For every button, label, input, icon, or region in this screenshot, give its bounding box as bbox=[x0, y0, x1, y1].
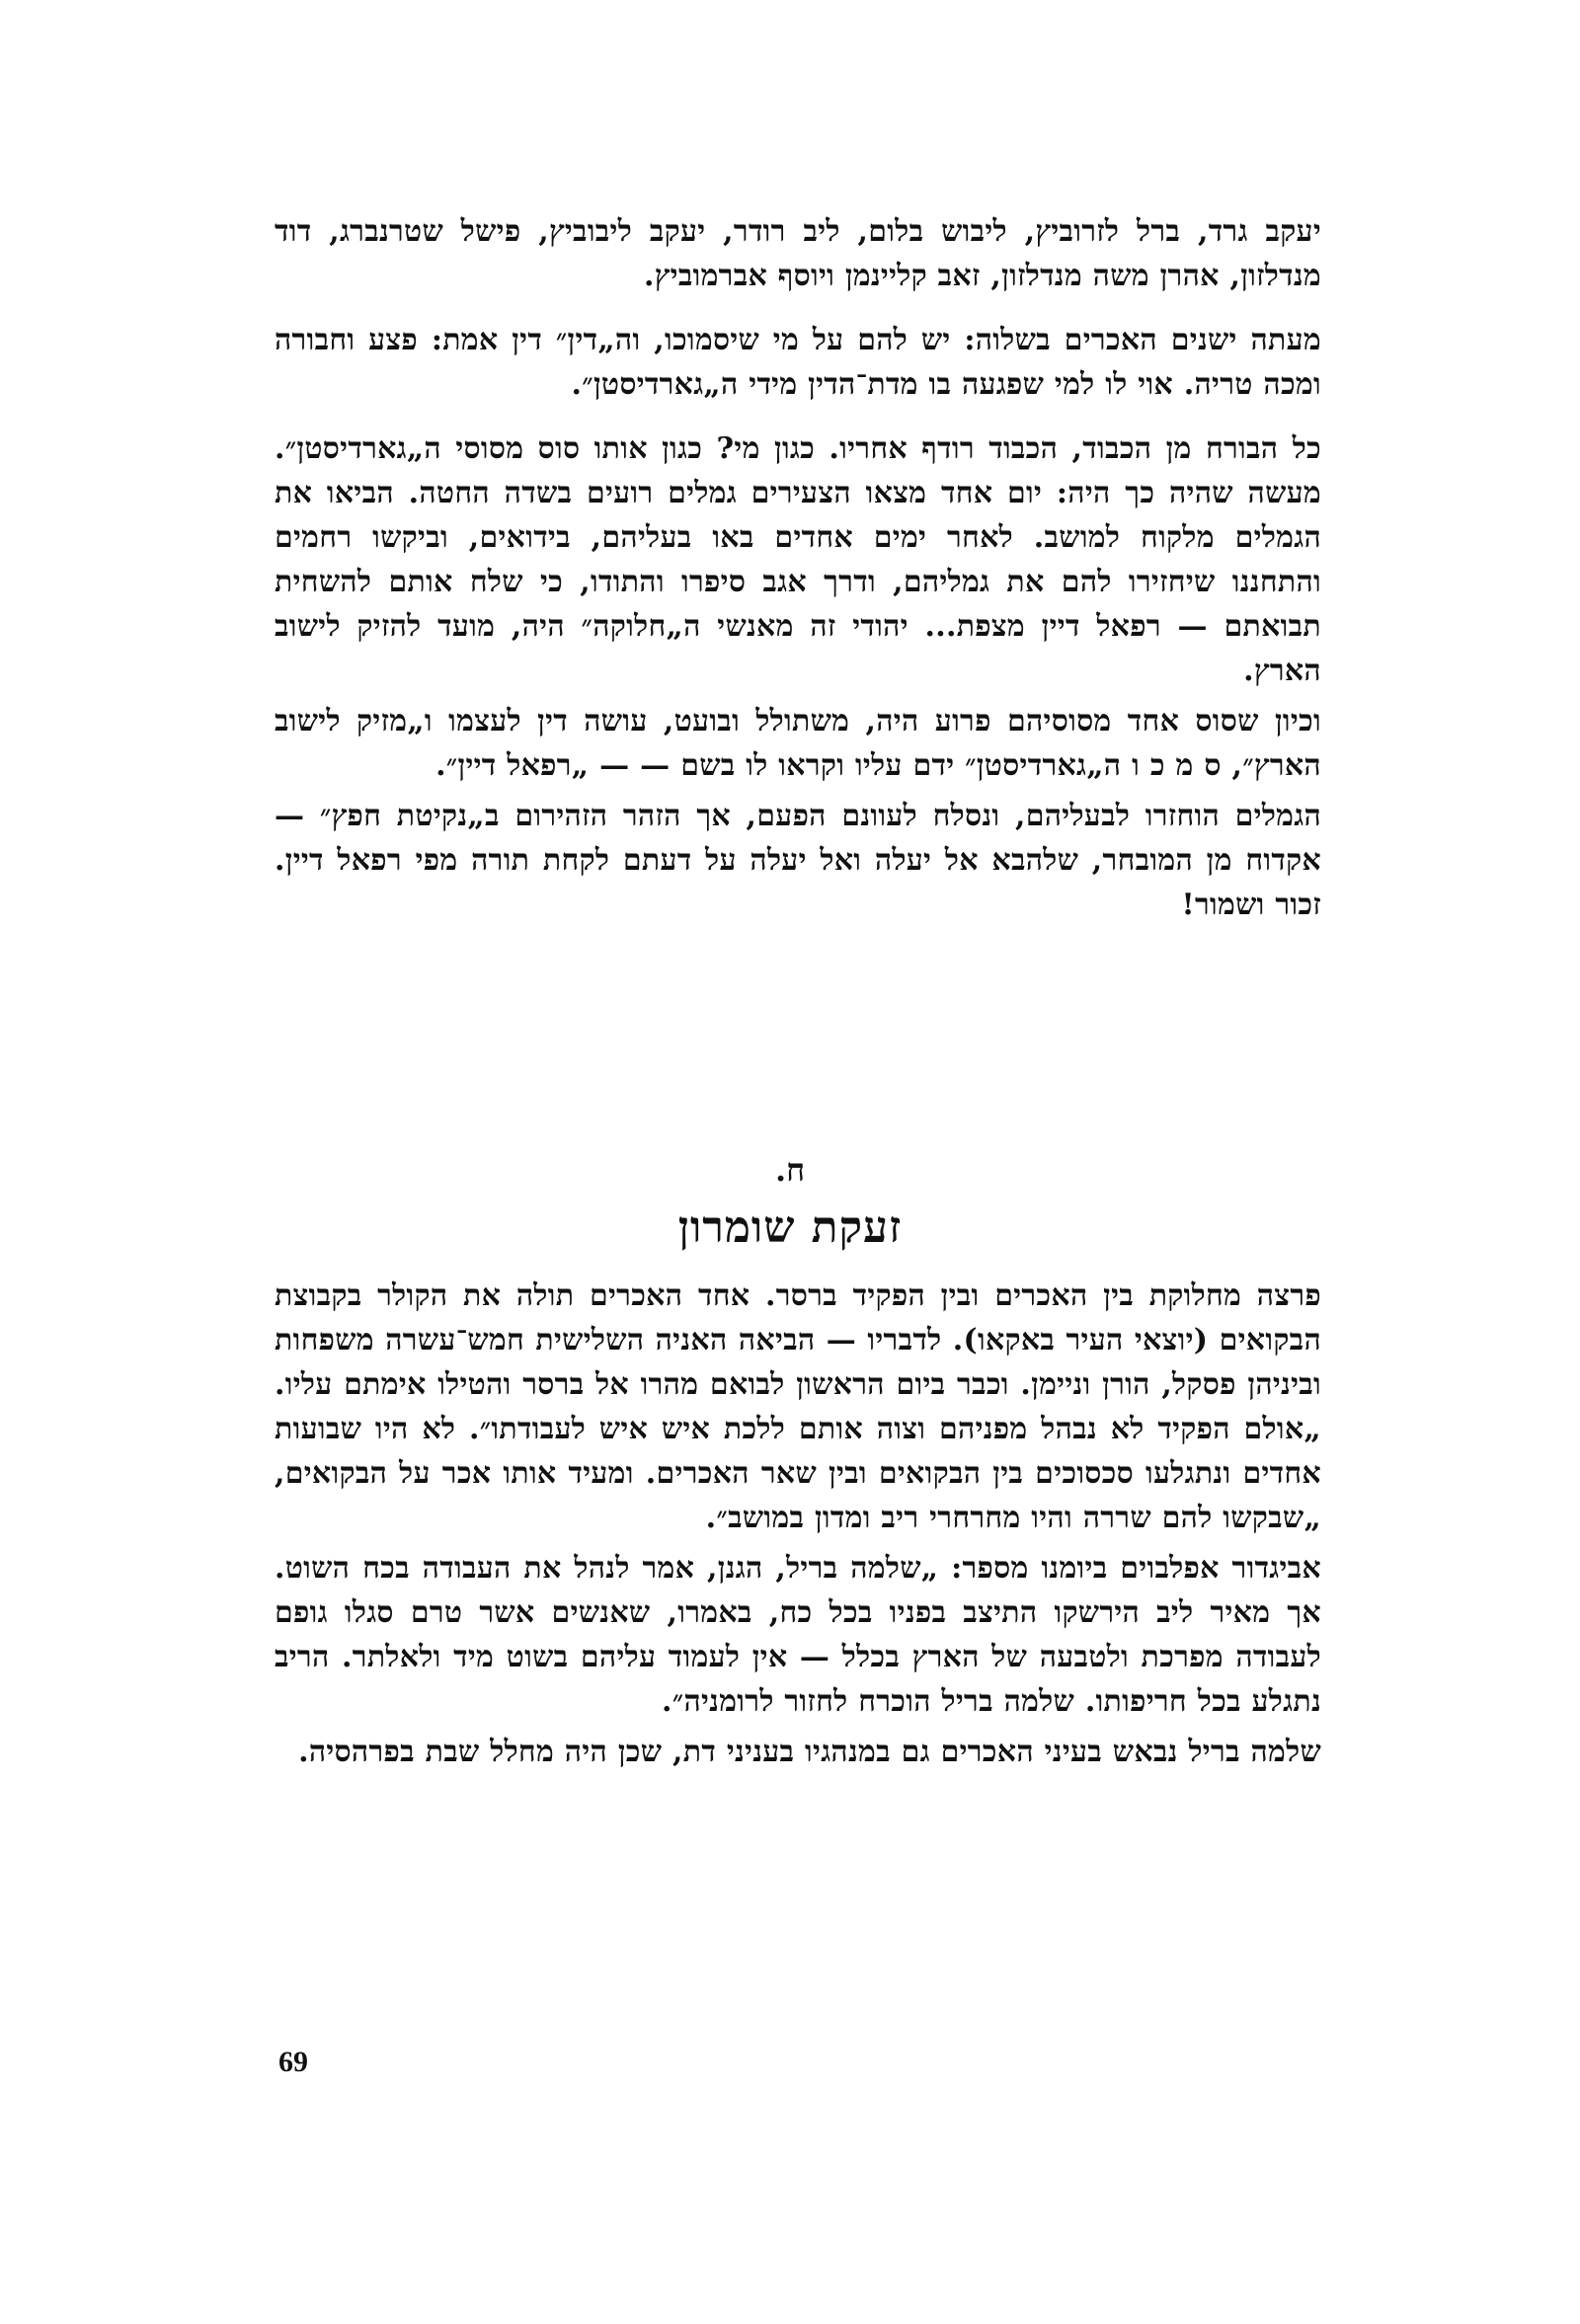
paragraph-sabbath: שלמה בריל נבאש בעיני האכרים גם במנהגיו בעניני דת, שכן היה מחלל שבת בפרהסיה. bbox=[298, 1735, 1321, 1769]
paragraph-names-list: יעקב גרד, ברל לזרוביץ, ליבוש בלום, ליב רודר, יעקב ליבוביץ, פישל שטרנברג, דוד מנדלזון, אהרן משה מנדלזון, זאב קליינמן ויוסף אברמוביץ. bbox=[275, 214, 1321, 293]
paragraph-camels-returned: הגמלים הוחזרו לבעליהם, ונסלח לעוונם הפעם, אך הזהר הזהירום ב„נקיטת חפץ״ — אקדוח מן המובחר, שלהבא אל יעלה ואל יעלה על דעתם לקחת תורה מפי רפאל דיין. זכור ושמור! bbox=[275, 799, 1321, 922]
page-number: 69 bbox=[278, 2046, 308, 2078]
bottom-text-block bbox=[275, 1274, 1321, 1774]
paragraph-diary: אביגדור אפלבוים ביומנו מספר: „שלמה בריל, הגנן, אמר לנהל את העבודה בכח השוט. אך מאיר ליב הירשקו התיצב בפניו בכל כח, באמרו, שאנשים אשר טרם סגלו גופם לעבודה מפרכת ולטבעה של הארץ בכלל — אין לעמוד עליהם בשוט מיד ולאלתר. הריב נתגלע בכל חריפותו. שלמה בריל הוכרח לחזור לרומניה״. bbox=[275, 1551, 1321, 1719]
chapter-title: זעקת שומרון bbox=[677, 1202, 903, 1253]
paragraph-horse-story: כל הבורח מן הכבוד, הכבוד רודף אחריו. כגון מי? כגון אותו סוס מסוסי ה„גארדיסטן״. מעשה שהיה כך היה: יום אחד מצאו הצעירים גמלים רועים בשדה החטה. הביאו את הגמלים מלקוח למושב. לאחר ימים אחדים באו בעליהם, בידואים, וביקשו רחמים והתחננו שיחזירו להם את גמליהם, ודרך אגב סיפרו והתודו, כי שלח אותם להשחית תבואתם — רפאל דיין מצפת... יהודי זה מאנשי ה„חלוקה״ היה, מועד להזיק לישוב הארץ. bbox=[275, 431, 1321, 688]
paragraph-dispute: פרצה מחלוקת בין האכרים ובין הפקיד ברסר. אחד האכרים תולה את הקולר בקבוצת הבקואים (יוצאי העיר באקאו). לדבריו — הביאה האניה השלישית חמש־עשרה משפחות וביניהן פסקל, הורן וניימן. וכבר ביום הראשון לבואם מהרו אל ברסר והטילו אימתם עליו. „אולם הפקיד לא נבהל מפניהם וצוה אותם ללכת איש איש לעבודתו״. לא היו שבועות אחדים ונתגלעו סכסוכים בין הבקואים ובין שאר האכרים. ומעיד אותו אכר על הבקואים, „שבקשו להם שררה והיו מחרחרי ריב ומדון במושב״. bbox=[275, 1278, 1321, 1535]
top-text-block bbox=[275, 209, 1321, 927]
chapter-letter: ח. bbox=[774, 1151, 806, 1189]
paragraph-calm-farmers: מעתה ישנים האכרים בשלוה: יש להם על מי שיסמוכו, וה„דין״ דין אמת: פצע וחבורה ומכה טריה. אוי לו למי שפגעה בו מדת־הדין מידי ה„גארדיסטן״. bbox=[275, 323, 1321, 402]
paragraph-horse-named: וכיון שסוס אחד מסוסיהם פרוע היה, משתולל ובועט, עושה דין לעצמו ו„מזיק לישוב הארץ״, ס מ כ ו ה„גארדיסטן״ ידם עליו וקראו לו בשם — — „רפאל דיין״. bbox=[275, 704, 1321, 783]
